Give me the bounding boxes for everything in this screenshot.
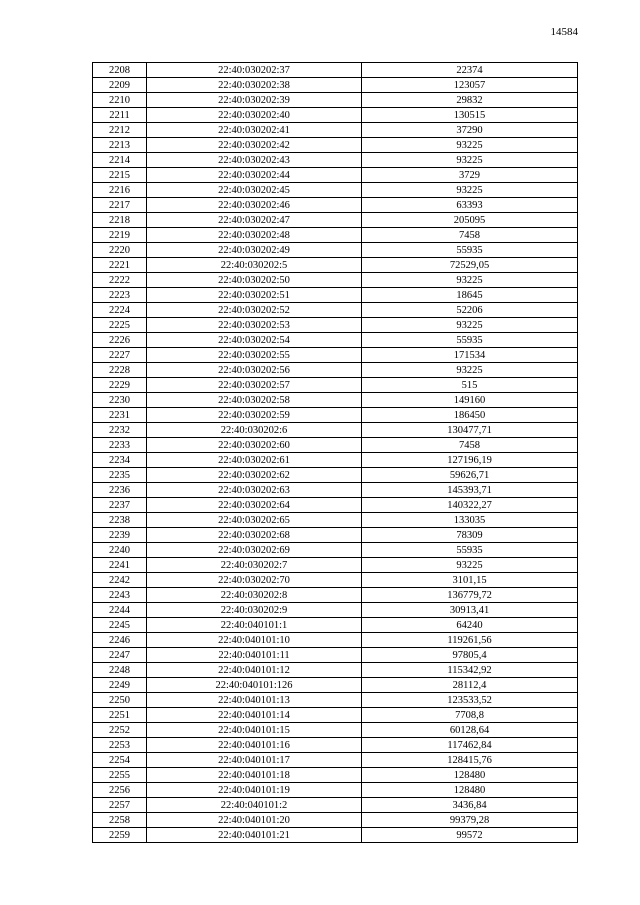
- cadastral-number-cell: 22:40:030202:70: [147, 573, 362, 588]
- cadastral-number-cell: 22:40:040101:21: [147, 828, 362, 843]
- cadastral-number-cell: 22:40:040101:12: [147, 663, 362, 678]
- value-cell: 3436,84: [362, 798, 578, 813]
- cadastral-number-cell: 22:40:030202:41: [147, 123, 362, 138]
- table-row: [93, 708, 578, 723]
- row-number-cell: 2242: [93, 573, 147, 588]
- value-cell: 128480: [362, 783, 578, 798]
- row-number-cell: 2222: [93, 273, 147, 288]
- cadastral-number-cell: 22:40:030202:58: [147, 393, 362, 408]
- value-cell: 128480: [362, 768, 578, 783]
- table-row: [93, 468, 578, 483]
- table-row: [93, 138, 578, 153]
- value-cell: 149160: [362, 393, 578, 408]
- table-row: [93, 318, 578, 333]
- row-number-cell: 2255: [93, 768, 147, 783]
- row-number-cell: 2243: [93, 588, 147, 603]
- value-cell: 97805,4: [362, 648, 578, 663]
- row-number-cell: 2249: [93, 678, 147, 693]
- cadastral-number-cell: 22:40:030202:54: [147, 333, 362, 348]
- cadastral-number-cell: 22:40:030202:48: [147, 228, 362, 243]
- cadastral-number-cell: 22:40:030202:9: [147, 603, 362, 618]
- row-number-cell: 2228: [93, 363, 147, 378]
- cadastral-number-cell: 22:40:030202:63: [147, 483, 362, 498]
- table-row: [93, 363, 578, 378]
- table-row: [93, 303, 578, 318]
- value-cell: 55935: [362, 543, 578, 558]
- value-cell: 93225: [362, 138, 578, 153]
- cadastral-number-cell: 22:40:040101:20: [147, 813, 362, 828]
- row-number-cell: 2214: [93, 153, 147, 168]
- table-row: [93, 633, 578, 648]
- value-cell: 93225: [362, 558, 578, 573]
- value-cell: 136779,72: [362, 588, 578, 603]
- row-number-cell: 2234: [93, 453, 147, 468]
- table-row: [93, 273, 578, 288]
- value-cell: 7458: [362, 438, 578, 453]
- row-number-cell: 2237: [93, 498, 147, 513]
- table-row: [93, 228, 578, 243]
- cadastral-number-cell: 22:40:040101:19: [147, 783, 362, 798]
- row-number-cell: 2225: [93, 318, 147, 333]
- value-cell: 119261,56: [362, 633, 578, 648]
- value-cell: 93225: [362, 183, 578, 198]
- cadastral-number-cell: 22:40:030202:65: [147, 513, 362, 528]
- value-cell: 78309: [362, 528, 578, 543]
- row-number-cell: 2220: [93, 243, 147, 258]
- cadastral-number-cell: 22:40:030202:57: [147, 378, 362, 393]
- cadastral-number-cell: 22:40:030202:5: [147, 258, 362, 273]
- value-cell: 7458: [362, 228, 578, 243]
- row-number-cell: 2251: [93, 708, 147, 723]
- row-number-cell: 2212: [93, 123, 147, 138]
- cadastral-number-cell: 22:40:030202:38: [147, 78, 362, 93]
- table-row: [93, 723, 578, 738]
- value-cell: 171534: [362, 348, 578, 363]
- row-number-cell: 2208: [93, 63, 147, 78]
- table-row: [93, 93, 578, 108]
- value-cell: 30913,41: [362, 603, 578, 618]
- value-cell: 115342,92: [362, 663, 578, 678]
- value-cell: 37290: [362, 123, 578, 138]
- row-number-cell: 2221: [93, 258, 147, 273]
- row-number-cell: 2235: [93, 468, 147, 483]
- value-cell: 186450: [362, 408, 578, 423]
- row-number-cell: 2257: [93, 798, 147, 813]
- row-number-cell: 2219: [93, 228, 147, 243]
- table-row: [93, 408, 578, 423]
- value-cell: 64240: [362, 618, 578, 633]
- cadastral-number-cell: 22:40:030202:45: [147, 183, 362, 198]
- value-cell: 130515: [362, 108, 578, 123]
- value-cell: 130477,71: [362, 423, 578, 438]
- cadastral-number-cell: 22:40:040101:16: [147, 738, 362, 753]
- table-row: [93, 813, 578, 828]
- cadastral-number-cell: 22:40:030202:39: [147, 93, 362, 108]
- table-row: [93, 108, 578, 123]
- row-number-cell: 2215: [93, 168, 147, 183]
- value-cell: 63393: [362, 198, 578, 213]
- row-number-cell: 2239: [93, 528, 147, 543]
- value-cell: 55935: [362, 333, 578, 348]
- cadastral-number-cell: 22:40:030202:46: [147, 198, 362, 213]
- cadastral-number-cell: 22:40:030202:6: [147, 423, 362, 438]
- cadastral-number-cell: 22:40:030202:62: [147, 468, 362, 483]
- table-row: [93, 393, 578, 408]
- value-cell: 515: [362, 378, 578, 393]
- row-number-cell: 2252: [93, 723, 147, 738]
- row-number-cell: 2259: [93, 828, 147, 843]
- table-row: [93, 678, 578, 693]
- cadastral-number-cell: 22:40:030202:52: [147, 303, 362, 318]
- table-row: [93, 828, 578, 843]
- table-row: [93, 453, 578, 468]
- table-row: [93, 288, 578, 303]
- row-number-cell: 2236: [93, 483, 147, 498]
- cadastral-number-cell: 22:40:030202:68: [147, 528, 362, 543]
- value-cell: 123057: [362, 78, 578, 93]
- table-row: [93, 423, 578, 438]
- cadastral-number-cell: 22:40:030202:37: [147, 63, 362, 78]
- cadastral-number-cell: 22:40:030202:50: [147, 273, 362, 288]
- cadastral-number-cell: 22:40:040101:18: [147, 768, 362, 783]
- cadastral-number-cell: 22:40:040101:2: [147, 798, 362, 813]
- table-row: [93, 663, 578, 678]
- cadastral-number-cell: 22:40:030202:69: [147, 543, 362, 558]
- table-row: [93, 63, 578, 78]
- cadastral-number-cell: 22:40:030202:40: [147, 108, 362, 123]
- value-cell: 140322,27: [362, 498, 578, 513]
- row-number-cell: 2218: [93, 213, 147, 228]
- table-row: [93, 243, 578, 258]
- row-number-cell: 2246: [93, 633, 147, 648]
- value-cell: 60128,64: [362, 723, 578, 738]
- value-cell: 93225: [362, 153, 578, 168]
- table-row: [93, 558, 578, 573]
- table-row: [93, 258, 578, 273]
- cadastral-table: [92, 62, 578, 843]
- value-cell: 7708,8: [362, 708, 578, 723]
- cadastral-number-cell: 22:40:040101:126: [147, 678, 362, 693]
- row-number-cell: 2248: [93, 663, 147, 678]
- cadastral-number-cell: 22:40:040101:13: [147, 693, 362, 708]
- value-cell: 3101,15: [362, 573, 578, 588]
- cadastral-number-cell: 22:40:030202:47: [147, 213, 362, 228]
- cadastral-number-cell: 22:40:030202:56: [147, 363, 362, 378]
- row-number-cell: 2231: [93, 408, 147, 423]
- row-number-cell: 2245: [93, 618, 147, 633]
- value-cell: 18645: [362, 288, 578, 303]
- table-body: [93, 63, 578, 843]
- value-cell: 123533,52: [362, 693, 578, 708]
- cadastral-number-cell: 22:40:030202:55: [147, 348, 362, 363]
- cadastral-number-cell: 22:40:030202:7: [147, 558, 362, 573]
- value-cell: 93225: [362, 318, 578, 333]
- row-number-cell: 2244: [93, 603, 147, 618]
- row-number-cell: 2253: [93, 738, 147, 753]
- row-number-cell: 2223: [93, 288, 147, 303]
- value-cell: 59626,71: [362, 468, 578, 483]
- cadastral-number-cell: 22:40:030202:49: [147, 243, 362, 258]
- table-row: [93, 378, 578, 393]
- table-row: [93, 348, 578, 363]
- cadastral-number-cell: 22:40:030202:44: [147, 168, 362, 183]
- row-number-cell: 2211: [93, 108, 147, 123]
- row-number-cell: 2216: [93, 183, 147, 198]
- row-number-cell: 2229: [93, 378, 147, 393]
- table-row: [93, 183, 578, 198]
- table-row: [93, 603, 578, 618]
- cadastral-number-cell: 22:40:030202:64: [147, 498, 362, 513]
- cadastral-number-cell: 22:40:030202:43: [147, 153, 362, 168]
- row-number-cell: 2213: [93, 138, 147, 153]
- value-cell: 22374: [362, 63, 578, 78]
- table-row: [93, 213, 578, 228]
- cadastral-number-cell: 22:40:040101:11: [147, 648, 362, 663]
- row-number-cell: 2258: [93, 813, 147, 828]
- value-cell: 52206: [362, 303, 578, 318]
- table-row: [93, 483, 578, 498]
- value-cell: 28112,4: [362, 678, 578, 693]
- value-cell: 29832: [362, 93, 578, 108]
- table-row: [93, 588, 578, 603]
- value-cell: 3729: [362, 168, 578, 183]
- value-cell: 99379,28: [362, 813, 578, 828]
- table-row: [93, 198, 578, 213]
- row-number-cell: 2241: [93, 558, 147, 573]
- cadastral-number-cell: 22:40:030202:60: [147, 438, 362, 453]
- cadastral-number-cell: 22:40:030202:59: [147, 408, 362, 423]
- table-row: [93, 168, 578, 183]
- row-number-cell: 2240: [93, 543, 147, 558]
- cadastral-number-cell: 22:40:030202:53: [147, 318, 362, 333]
- table-row: [93, 648, 578, 663]
- table-row: [93, 528, 578, 543]
- cadastral-number-cell: 22:40:030202:42: [147, 138, 362, 153]
- row-number-cell: 2230: [93, 393, 147, 408]
- table-row: [93, 768, 578, 783]
- value-cell: 99572: [362, 828, 578, 843]
- row-number-cell: 2224: [93, 303, 147, 318]
- row-number-cell: 2254: [93, 753, 147, 768]
- row-number-cell: 2209: [93, 78, 147, 93]
- value-cell: 133035: [362, 513, 578, 528]
- table-row: [93, 513, 578, 528]
- value-cell: 205095: [362, 213, 578, 228]
- table-row: [93, 618, 578, 633]
- cadastral-number-cell: 22:40:030202:51: [147, 288, 362, 303]
- cadastral-number-cell: 22:40:030202:8: [147, 588, 362, 603]
- table-row: [93, 333, 578, 348]
- row-number-cell: 2210: [93, 93, 147, 108]
- value-cell: 145393,71: [362, 483, 578, 498]
- table-row: [93, 753, 578, 768]
- table-row: [93, 153, 578, 168]
- row-number-cell: 2227: [93, 348, 147, 363]
- table-row: [93, 738, 578, 753]
- value-cell: 117462,84: [362, 738, 578, 753]
- cadastral-number-cell: 22:40:040101:1: [147, 618, 362, 633]
- cadastral-number-cell: 22:40:040101:17: [147, 753, 362, 768]
- value-cell: 72529,05: [362, 258, 578, 273]
- row-number-cell: 2226: [93, 333, 147, 348]
- value-cell: 128415,76: [362, 753, 578, 768]
- table-row: [93, 123, 578, 138]
- table-row: [93, 693, 578, 708]
- value-cell: 55935: [362, 243, 578, 258]
- row-number-cell: 2256: [93, 783, 147, 798]
- cadastral-number-cell: 22:40:030202:61: [147, 453, 362, 468]
- row-number-cell: 2250: [93, 693, 147, 708]
- row-number-cell: 2232: [93, 423, 147, 438]
- row-number-cell: 2217: [93, 198, 147, 213]
- cadastral-number-cell: 22:40:040101:14: [147, 708, 362, 723]
- table-row: [93, 78, 578, 93]
- cadastral-number-cell: 22:40:040101:15: [147, 723, 362, 738]
- row-number-cell: 2233: [93, 438, 147, 453]
- table-row: [93, 498, 578, 513]
- cadastral-number-cell: 22:40:040101:10: [147, 633, 362, 648]
- table-row: [93, 783, 578, 798]
- table-row: [93, 438, 578, 453]
- value-cell: 93225: [362, 363, 578, 378]
- page-number: 14584: [550, 26, 578, 38]
- value-cell: 93225: [362, 273, 578, 288]
- row-number-cell: 2247: [93, 648, 147, 663]
- value-cell: 127196,19: [362, 453, 578, 468]
- table-row: [93, 543, 578, 558]
- table-row: [93, 798, 578, 813]
- row-number-cell: 2238: [93, 513, 147, 528]
- table-row: [93, 573, 578, 588]
